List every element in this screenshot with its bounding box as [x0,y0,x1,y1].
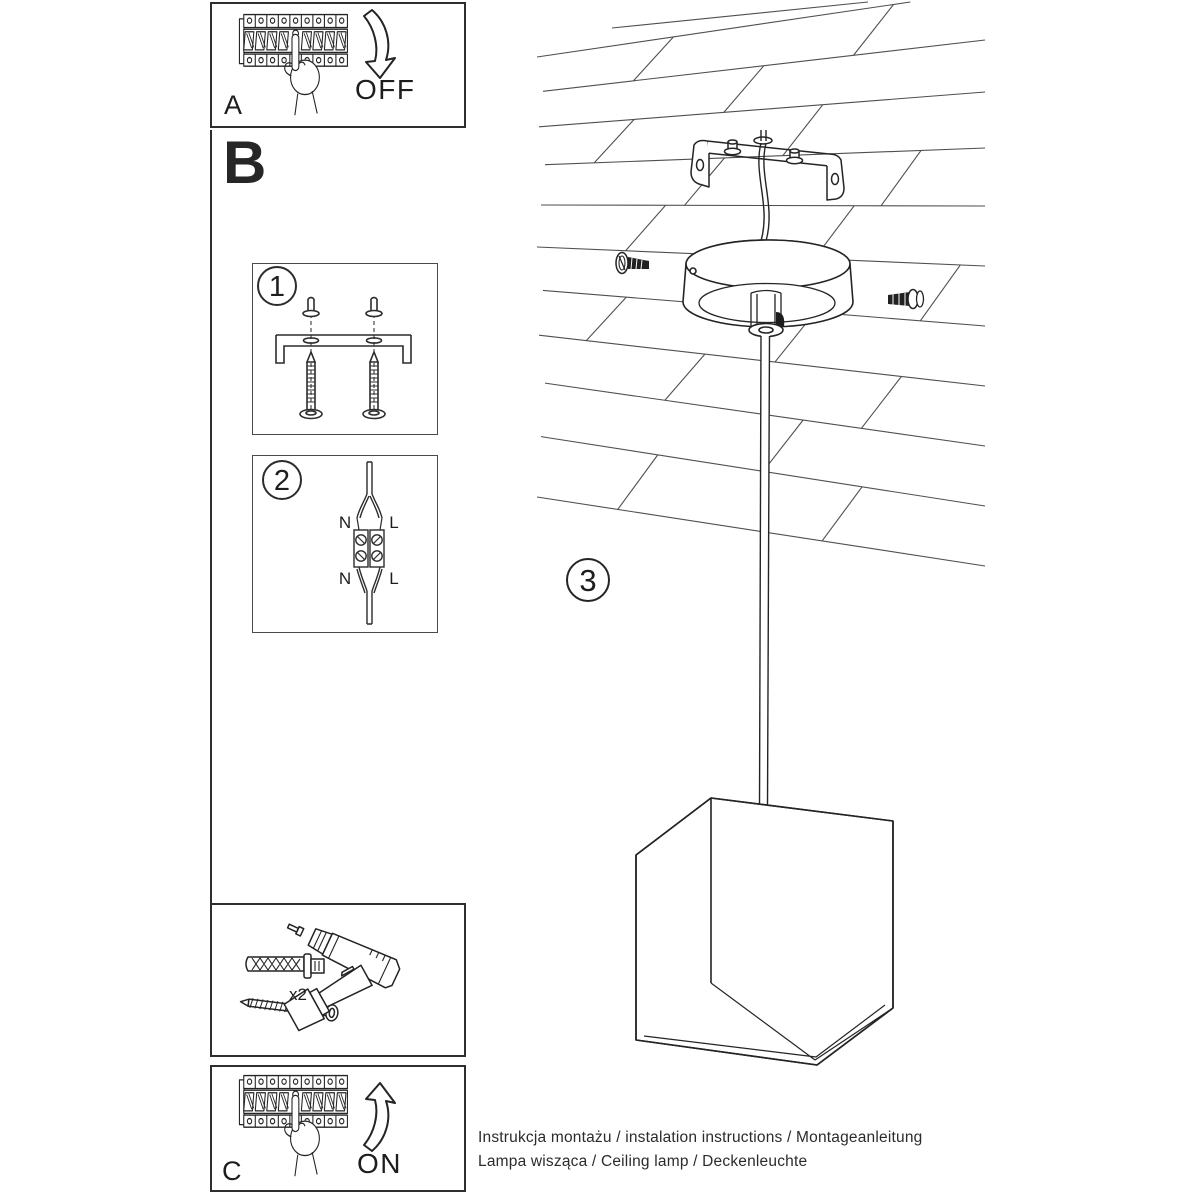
arrow-up-icon [364,1083,395,1151]
panel-c-letter: C [222,1156,242,1186]
wall-plug-icon [246,954,324,978]
footer-line-2: Lampa wisząca / Ceiling lamp / Deckenleuchte [478,1153,808,1170]
section-b-border [210,130,212,903]
dashed-guides [311,314,374,414]
step-1-box [252,263,438,435]
step-1-number: 1 [268,271,286,303]
wiring-diagram [354,462,384,624]
circuit-breaker-icon [239,1076,347,1177]
panel-c-illustration [212,1067,464,1190]
main-illustration [470,0,1010,1110]
footer-line-1: Instrukcja montażu / instalation instructions / Montageanleitung [478,1129,923,1146]
panel-c [210,1065,466,1192]
quantity-label: x2 [289,985,307,1004]
arrow-down-icon [364,10,395,78]
step-2-illustration [253,456,436,631]
wire-label-n-bottom: N [338,569,352,588]
panel-a-illustration [212,4,464,126]
mounting-bracket-drawing [691,137,844,200]
side-screw-left-icon [616,253,649,274]
pendant-cube-drawing [636,798,893,1065]
step-3-number: 3 [579,563,597,598]
bracket-cable-hole [754,137,772,144]
side-screw-right-icon [888,290,924,309]
on-label: ON [357,1148,402,1179]
step-3-marker [567,559,609,601]
tools-box [210,903,466,1057]
canopy-drawing [683,240,853,337]
footer-caption [478,1126,922,1174]
panel-a-letter: A [224,90,243,120]
section-b-letter: B [223,129,267,196]
step-2-number: 2 [273,465,291,497]
wire-label-n-top: N [338,513,352,532]
drill-icon [250,912,403,1055]
step-2-box [252,455,438,633]
step-1-illustration [253,264,436,433]
circuit-breaker-icon [239,15,347,116]
wire-label-l-bottom: L [389,569,399,588]
off-label: OFF [355,74,416,105]
tools-illustration [212,905,464,1055]
stud-bolt-icon [303,298,382,317]
bracket-front-view [276,335,411,363]
drop-cable-drawing [759,334,770,806]
wall-screw-icon [300,352,385,419]
canopy-screw-hole [690,268,696,274]
panel-a [210,2,466,128]
wire-label-l-top: L [389,513,399,532]
